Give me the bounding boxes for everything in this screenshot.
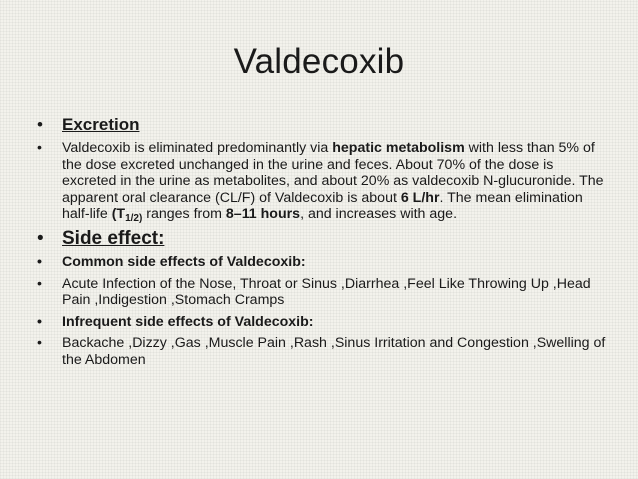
excretion-text-part-4: ranges from xyxy=(142,206,226,223)
excretion-text-part-5: , and increases with age. xyxy=(300,206,458,223)
half-life-subscript: 1/2) xyxy=(125,213,143,225)
bullet-marker: • xyxy=(37,253,42,270)
bullet-common-list xyxy=(37,276,607,309)
bullet-marker: • xyxy=(37,275,42,292)
excretion-hepatic-metabolism: hepatic metabolism xyxy=(332,140,465,156)
bullet-marker: • xyxy=(37,335,42,352)
excretion-text-part-2: with less than 5% of the dose excreted unchanged in the urine and feces. About 70% of the dose is excreted in the urine as metabolites, and about 20% as valdecoxib N-glucuronide. The apparent oral clearance (CL/F) of Valdecoxib is about xyxy=(62,140,604,206)
bullet-infrequent-list xyxy=(37,335,607,368)
bullet-marker: • xyxy=(37,140,42,156)
bullet-excretion-heading xyxy=(37,114,607,135)
common-side-effects-list: Acute Infection of the Nose, Throat or Sinus ,Diarrhea ,Feel Like Throwing Up ,Head Pain ,Indigestion ,Stomach Cramps xyxy=(62,275,591,309)
bullet-marker: • xyxy=(37,313,42,330)
bullet-infrequent-heading xyxy=(37,314,607,331)
bullet-common-heading xyxy=(37,254,607,271)
side-effect-heading: Side effect: xyxy=(62,227,165,249)
excretion-text-part-3: . The mean elimination half-life xyxy=(62,189,583,223)
infrequent-side-effects-list: Backache ,Dizzy ,Gas ,Muscle Pain ,Rash ,Sinus Irritation and Congestion ,Swelling of the Abdomen xyxy=(62,335,606,368)
bullet-side-effect-heading xyxy=(37,228,607,250)
bullet-marker: • xyxy=(37,227,44,249)
bullet-list xyxy=(37,114,607,374)
common-side-effects-heading: Common side effects of Valdecoxib: xyxy=(62,253,306,270)
slide-title: Valdecoxib xyxy=(233,42,405,81)
half-life-t: (T xyxy=(111,206,126,223)
excretion-text-part-1: Valdecoxib is eliminated predominantly via xyxy=(62,140,333,156)
excretion-clearance-value: 6 L/hr xyxy=(400,189,440,206)
excretion-half-life-symbol xyxy=(111,206,143,225)
infrequent-side-effects-heading: Infrequent side effects of Valdecoxib: xyxy=(62,313,314,330)
bullet-marker: • xyxy=(37,115,43,134)
excretion-half-life-value: 8–11 hours xyxy=(225,206,301,223)
excretion-heading: Excretion xyxy=(62,115,140,134)
bullet-excretion-text xyxy=(37,140,607,223)
